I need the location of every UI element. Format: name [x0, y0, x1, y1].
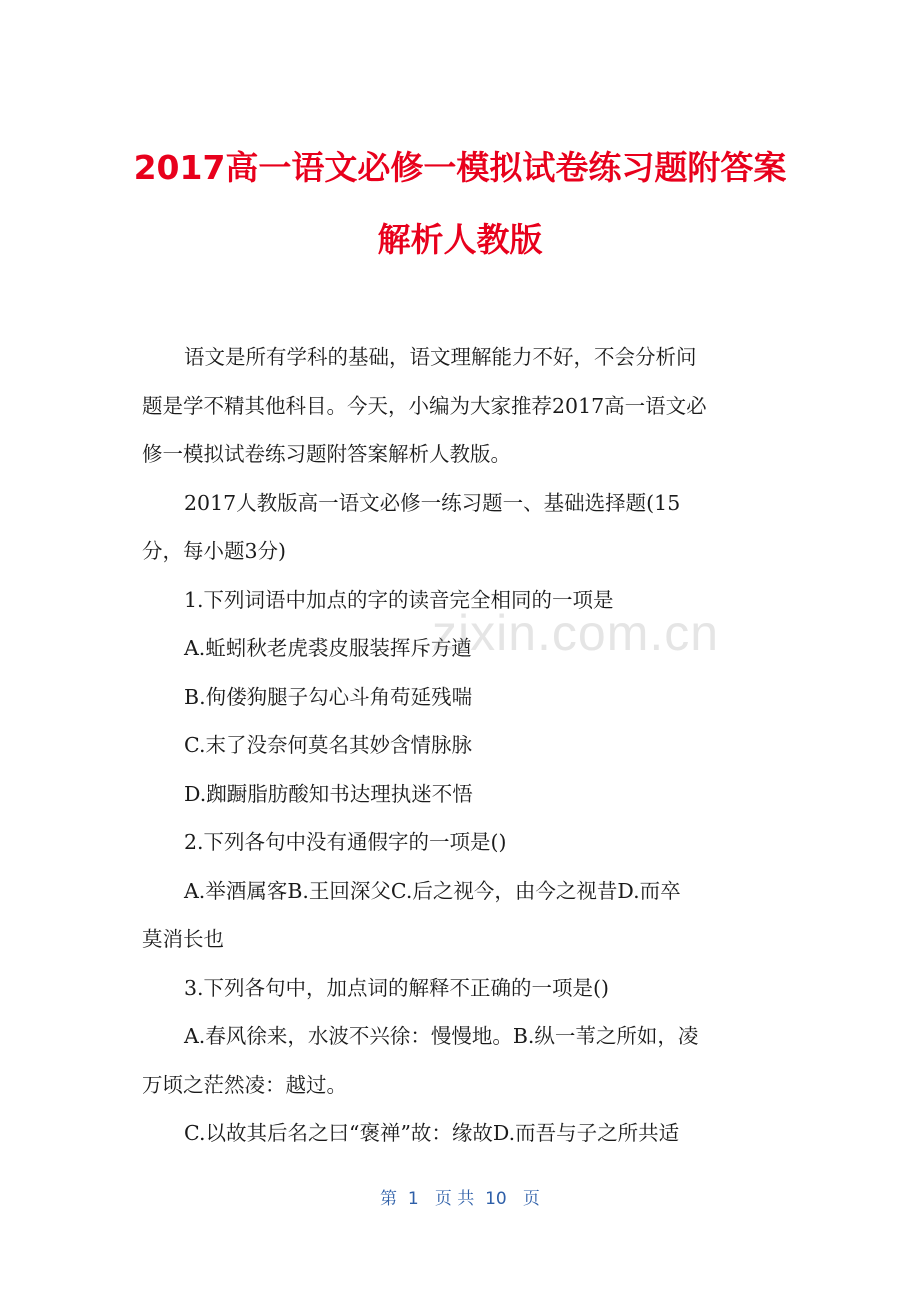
question-2-stem: 2.下列各句中没有通假字的一项是(): [184, 830, 507, 854]
question-3-stem: 3.下列各句中，加点词的解释不正确的一项是(): [184, 975, 610, 1000]
question-1-stem: 1.下列词语中加点的字的读音完全相同的一项是: [184, 587, 614, 612]
question-1-option-a: A.蚯蚓秋老虎裘皮服装挥斥方遒: [184, 636, 472, 660]
question-2-options-cont: 莫消长也: [142, 927, 224, 951]
body-line: 修一模拟试卷练习题附答案解析人教版。: [142, 442, 511, 466]
question-3-options-ab-cont: 万顷之茫然凌：越过。: [142, 1072, 347, 1097]
question-1-option-b: B.佝偻狗腿子勾心斗角苟延残喘: [184, 684, 473, 709]
question-3-options-ab: A.春风徐来，水波不兴徐：慢慢地。B.纵一苇之所如，凌: [184, 1024, 699, 1048]
question-1-option-d: D.踟蹰脂肪酸知书达理执迷不悟: [184, 781, 473, 806]
question-2-options: A.举酒属客B.王回深父C.后之视今，由今之视昔D.而卒: [184, 878, 681, 903]
document-body: [142, 333, 782, 1158]
document-title-line-2: 解析人教版: [377, 220, 543, 259]
question-3-options-cd: C.以故其后名之曰“褒禅”故：缘故D.而吾与子之所共适: [184, 1121, 680, 1145]
body-line: 2017人教版高一语文必修一练习题一、基础选择题(15: [184, 490, 681, 515]
body-line: 语文是所有学科的基础，语文理解能力不好，不会分析问: [184, 345, 697, 369]
body-line: 分，每小题3分): [142, 539, 287, 563]
body-line: 题是学不精其他科目。今天，小编为大家推荐2017高一语文必: [142, 393, 707, 418]
watermark: zixin.com.cn: [432, 605, 720, 661]
page-footer: 第 1 页 共 10 页: [380, 1189, 540, 1209]
question-1-option-c: C.末了没奈何莫名其妙含情脉脉: [184, 733, 472, 757]
document-title-line-1: 2017高一语文必修一模拟试卷练习题附答案: [133, 148, 787, 187]
